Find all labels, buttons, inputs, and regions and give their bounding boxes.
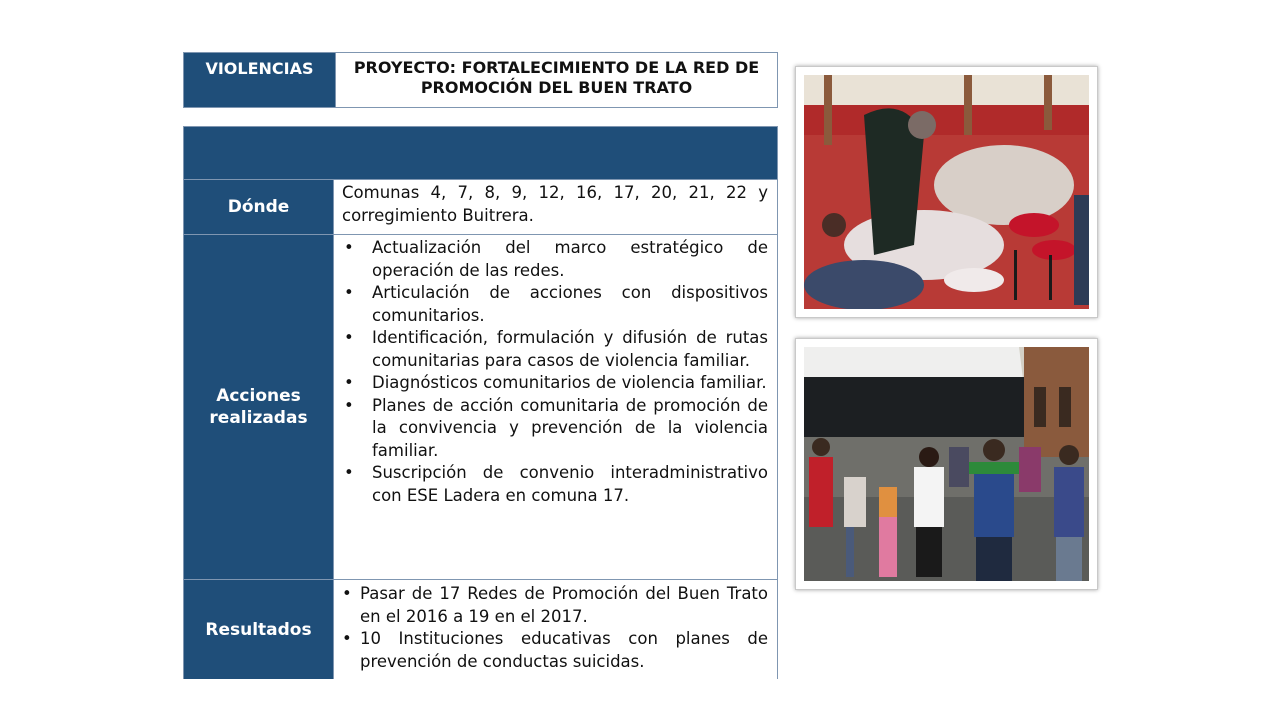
- list-item: • Planes de acción comunitaria de promoción de la convivencia y prevención de la violencia familiar.: [342, 395, 768, 463]
- list-item: • 10 Instituciones educativas con planes de prevención de conductas suicidas.: [342, 628, 768, 673]
- header-table: [183, 52, 778, 108]
- list-item: • Identificación, formulación y difusión de rutas comunitarias para casos de violencia familiar.: [342, 327, 768, 372]
- resultados-list: [342, 583, 768, 673]
- table-row-donde: [184, 179, 777, 234]
- acciones-list: [342, 237, 768, 507]
- table-row-resultados: [184, 579, 777, 679]
- community-event-photo: [795, 338, 1098, 590]
- list-item: • Articulación de acciones con dispositivos comunitarios.: [342, 282, 768, 327]
- list-item: • Actualización del marco estratégico de operación de las redes.: [342, 237, 768, 282]
- project-table: [183, 126, 778, 679]
- table-row-acciones: [184, 234, 777, 579]
- donde-label: Dónde: [184, 180, 333, 234]
- table-title-band: [184, 127, 777, 179]
- list-item: • Pasar de 17 Redes de Promoción del Buen Trato en el 2016 a 19 en el 2017.: [342, 583, 768, 628]
- section-label: VIOLENCIAS: [184, 53, 335, 107]
- project-title: PROYECTO: FORTALECIMIENTO DE LA RED DE PROMOCIÓN DEL BUEN TRATO: [335, 53, 777, 107]
- list-item: • Suscripción de convenio interadministrativo con ESE Ladera en comuna 17.: [342, 462, 768, 507]
- resultados-label: Resultados: [184, 580, 333, 679]
- acciones-label: Acciones realizadas: [184, 235, 333, 579]
- list-item: • Diagnósticos comunitarios de violencia familiar.: [342, 372, 768, 395]
- workshop-photo: [795, 66, 1098, 318]
- resultados-content: [333, 580, 777, 679]
- acciones-content: [333, 235, 777, 579]
- donde-text: Comunas 4, 7, 8, 9, 12, 16, 17, 20, 21, 22 y corregimiento Buitrera.: [333, 180, 777, 234]
